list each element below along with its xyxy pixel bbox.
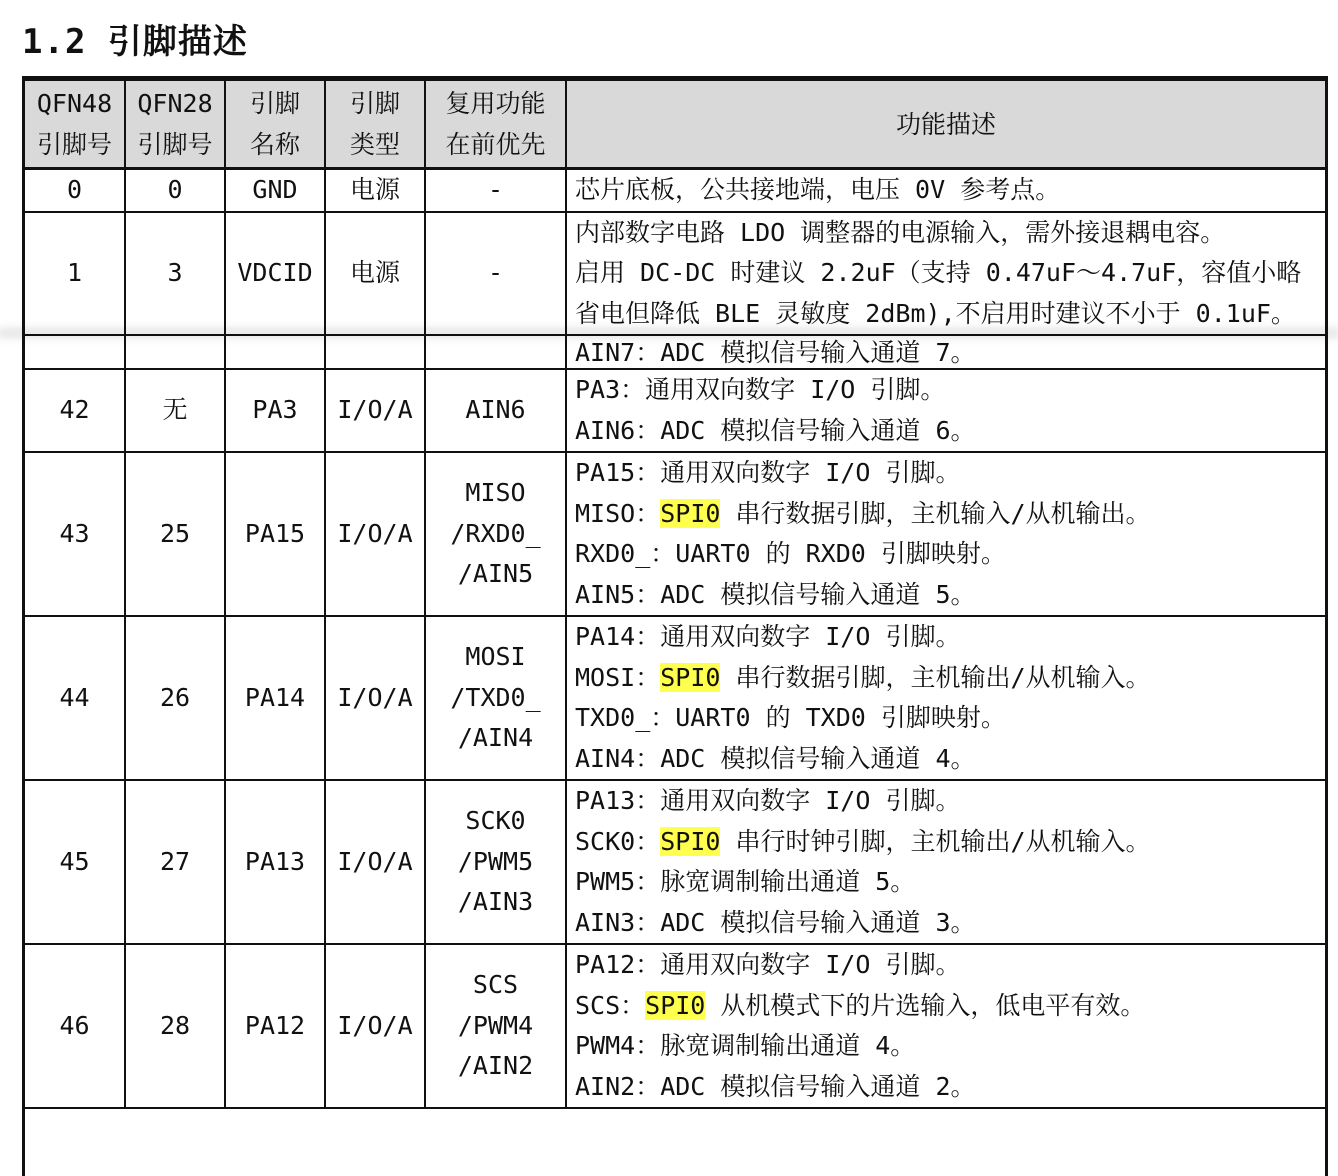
description-text: 省电但降低 BLE 灵敏度 2dBm),不启用时建议不小于 0.1uF。 [575,298,1296,328]
alt-function-line: /AIN2 [457,1051,534,1081]
header-qfn28: QFN28 引脚号 [125,80,225,169]
spi0-highlight: SPI0 [660,498,721,528]
alt-function-line: /PWM5 [457,846,534,876]
cell-pin-name: PA15 [225,452,325,616]
cell-qfn28: 28 [125,944,225,1108]
cell-qfn28: 27 [125,780,225,944]
description-line [575,781,1325,822]
alt-function-line: MOSI [465,642,526,672]
description-text: PA13：通用双向数字 I/O 引脚。 [575,786,961,815]
alt-function-line: MISO [465,478,526,508]
cell-qfn48: 43 [25,452,125,616]
cell-pin-type: I/O/A [325,369,425,452]
table-row [25,212,1325,336]
alt-function-line: - [487,175,504,204]
description-line [575,253,1325,294]
cell-qfn48: 45 [25,780,125,944]
header-qfn48: QFN48 引脚号 [25,80,125,169]
description-text: 串行数据引脚，主机输入/从机输出。 [720,498,1151,528]
cell-pin-type: I/O/A [325,944,425,1108]
cell-alt-function [425,335,566,369]
description-line [575,986,1325,1027]
description-text: 启用 DC-DC 时建议 2.2uF（支持 0.47uF～4.7uF，容值小略 [575,258,1302,287]
spi0-highlight: SPI0 [645,990,706,1020]
table-row [25,452,1325,616]
cell-qfn28: 无 [125,369,225,452]
description-text: AIN5：ADC 模拟信号输入通道 5。 [575,579,976,609]
cell-description [566,169,1325,212]
cell-qfn48: 42 [25,369,125,452]
description-text: PA15：通用双向数字 I/O 引脚。 [575,458,961,487]
spi0-highlight: SPI0 [660,662,721,692]
description-text: SCS： [575,990,646,1020]
alt-function-line: AIN6 [465,395,526,425]
table-header-row [25,80,1325,169]
description-line [575,739,1325,780]
description-line [575,1026,1325,1067]
description-line [575,822,1325,863]
section-title: 1.2 引脚描述 [22,22,248,62]
description-text: TXD0_：UART0 的 TXD0 引脚映射。 [575,703,1006,732]
description-line [575,213,1325,254]
cell-alt-function [425,212,566,336]
cell-alt-function [425,616,566,780]
cell-qfn48 [25,335,125,369]
alt-function-line: /AIN3 [457,887,534,917]
table-row [25,169,1325,212]
cell-qfn28 [125,335,225,369]
description-text: PWM5：脉宽调制输出通道 5。 [575,867,916,896]
cell-pin-type: 电源 [325,169,425,212]
cell-description [566,369,1325,452]
alt-function-line: /AIN4 [457,723,534,753]
cell-qfn28: 25 [125,452,225,616]
description-line [575,862,1325,903]
description-text: AIN3：ADC 模拟信号输入通道 3。 [575,907,976,937]
cell-qfn28: 3 [125,212,225,336]
cell-pin-name [225,335,325,369]
description-text: 串行时钟引脚，主机输出/从机输入。 [720,826,1151,856]
cell-pin-name: VDCID [225,212,325,336]
cell-pin-name: PA14 [225,616,325,780]
cell-description [566,616,1325,780]
cell-qfn48: 44 [25,616,125,780]
cell-alt-function [425,780,566,944]
cell-alt-function [425,452,566,616]
description-text: 从机模式下的片选输入，低电平有效。 [705,990,1146,1020]
pin-table-frame [22,76,1328,1176]
description-text: 串行数据引脚，主机输出/从机输入。 [720,662,1151,692]
description-text: AIN2：ADC 模拟信号输入通道 2。 [575,1071,976,1101]
table-row [25,616,1325,780]
table-row [25,944,1325,1108]
description-text: MISO： [575,498,661,528]
cell-alt-function [425,369,566,452]
alt-function-line: /RXD0_ [450,518,541,548]
cell-qfn28: 0 [125,169,225,212]
table-row [25,335,1325,369]
cell-pin-type: I/O/A [325,780,425,944]
description-line [575,411,1325,452]
header-pin-name: 引脚 名称 [225,80,325,169]
alt-function-line: /TXD0_ [450,682,541,712]
cell-pin-name: PA3 [225,369,325,452]
description-line [575,575,1325,616]
cell-pin-name: GND [225,169,325,212]
cell-pin-type: 电源 [325,212,425,336]
cell-pin-type [325,335,425,369]
description-text: PWM4：脉宽调制输出通道 4。 [575,1031,916,1060]
description-line [575,945,1325,986]
description-text: AIN4：ADC 模拟信号输入通道 4。 [575,743,976,773]
pin-description-table [25,79,1325,1109]
description-text: MOSI： [575,662,661,692]
cell-pin-name: PA12 [225,944,325,1108]
description-line [575,338,1325,368]
description-line [575,534,1325,575]
description-text: AIN7：ADC 模拟信号输入通道 7。 [575,338,976,367]
description-line [575,658,1325,699]
cell-alt-function [425,944,566,1108]
description-line [575,370,1325,411]
description-text: 芯片底板，公共接地端，电压 0V 参考点。 [575,175,1061,204]
description-text: 内部数字电路 LDO 调整器的电源输入，需外接退耦电容。 [575,217,1226,247]
description-line [575,453,1325,494]
cell-alt-function [425,169,566,212]
cell-description [566,452,1325,616]
alt-function-line: - [487,258,504,287]
cell-pin-name: PA13 [225,780,325,944]
table-row [25,780,1325,944]
description-text: SCK0： [575,826,661,856]
alt-function-line: /AIN5 [457,559,534,589]
description-text: RXD0_：UART0 的 RXD0 引脚映射。 [575,539,1006,568]
description-text: PA14：通用双向数字 I/O 引脚。 [575,622,961,651]
cell-qfn48: 46 [25,944,125,1108]
spi0-highlight: SPI0 [660,826,721,856]
cell-description [566,944,1325,1108]
cell-pin-type: I/O/A [325,452,425,616]
header-pin-type: 引脚 类型 [325,80,425,169]
description-line [575,698,1325,739]
cell-description [566,780,1325,944]
cell-description [566,335,1325,369]
cell-qfn48: 0 [25,169,125,212]
cell-qfn48: 1 [25,212,125,336]
description-text: PA3：通用双向数字 I/O 引脚。 [575,375,946,404]
description-line [575,617,1325,658]
cell-pin-type: I/O/A [325,616,425,780]
description-line [575,494,1325,535]
cell-description [566,212,1325,336]
header-description: 功能描述 [566,80,1325,169]
description-line [575,170,1325,211]
alt-function-line: /PWM4 [457,1010,534,1040]
alt-function-line: SCS [472,970,519,1000]
alt-function-line: SCK0 [465,806,526,836]
description-text: PA12：通用双向数字 I/O 引脚。 [575,950,961,979]
description-line [575,903,1325,944]
description-line [575,294,1325,335]
cell-qfn28: 26 [125,616,225,780]
table-row [25,369,1325,452]
description-text: AIN6：ADC 模拟信号输入通道 6。 [575,415,976,445]
header-alt-function: 复用功能 在前优先 [425,80,566,169]
